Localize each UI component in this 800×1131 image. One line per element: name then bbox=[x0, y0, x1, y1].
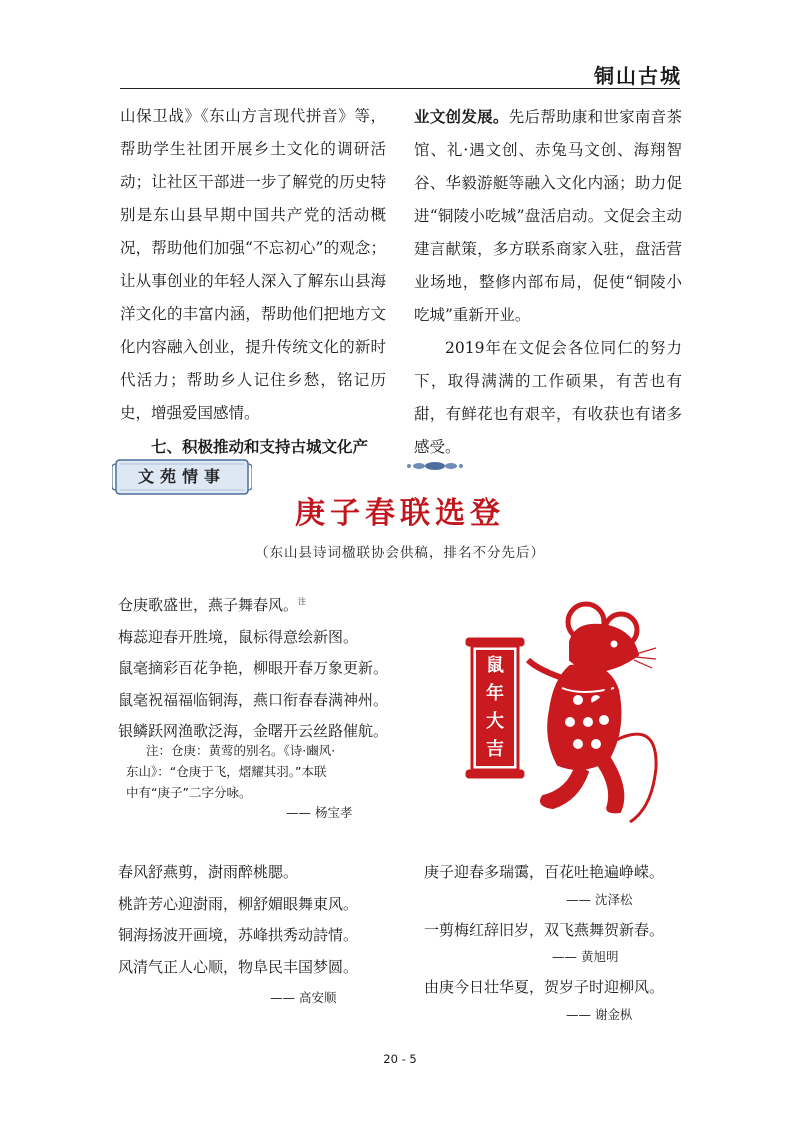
footnote-line: 注：仓庚：黄莺的别名。《诗·豳风· bbox=[146, 743, 336, 758]
couplet-line: 春风舒燕剪，澍雨醉桃腮。 bbox=[118, 863, 299, 881]
right-paragraph-1 bbox=[414, 100, 682, 332]
footnote-line: 东山》：“仓庚于飞，熠耀其羽。”本联 bbox=[126, 764, 327, 779]
banner-char: 大 bbox=[486, 711, 504, 732]
right-paragraph-1-bold: 业文创发展。 bbox=[414, 107, 509, 126]
banner-char: 鼠 bbox=[486, 655, 504, 676]
header-rule bbox=[120, 88, 680, 89]
author-gao: —— 高安顺 bbox=[270, 990, 337, 1005]
left-paragraph-1: 山保卫战》《东山方言现代拼音》等，帮助学生社团开展乡土文化的调研活动；让社区干部进一步了解党的历史特别是东山县早期中国共产党的活动概况，帮助他们加强“不忘初心”的观念；让从事创业的年轻人深入了解东山县海洋文化的丰富内涵，帮助他们把地方文化内容融入创业，提升传统文化的新时代活力；帮助乡人记住乡愁，铭记历史，增强爱国感情。 bbox=[120, 107, 386, 422]
couplet-line: 银鳞跃网渔歌泛海，金曙开云丝路催航。 bbox=[118, 722, 389, 740]
poem-subtitle: （东山县诗词楹联协会供稿，排名不分先后） bbox=[255, 545, 545, 561]
page-header-title: 铜山古城 bbox=[594, 64, 682, 88]
right-paragraph-2: 2019年在文促会各位同仁的努力下，取得满满的工作硕果，有苦也有甜，有鲜花也有艰辛，有收获也有诸多感受。 bbox=[414, 339, 682, 456]
right-paragraph-1-text: 先后帮助康和世家南音茶馆、礼·遇文创、赤兔马文创、海翔智谷、华毅游艇等融入文化内涵；助力促进“铜陵小吃城”盘活启动。文促会主动建言献策，多方联系商家入驻，盘活营业场地，整修内部布局，促使“铜陵小吃城”重新开业。 bbox=[414, 108, 682, 324]
couplet-line: 庚子迎春多瑞霭，百花吐艳遍峥嵘。 bbox=[424, 863, 665, 881]
couplet-line: 梅蕊迎春开胜境，鼠标得意绘新图。 bbox=[118, 627, 359, 646]
couplet-line-text: 仓庚歌盛世，燕子舞春风。 bbox=[118, 596, 299, 614]
banner-char: 年 bbox=[486, 683, 504, 704]
footnote-line: 中有“庚子”二字分咏。 bbox=[126, 785, 252, 800]
couplet-line: 桃許芳心迎澍雨，柳舒媚眼舞東风。 bbox=[118, 894, 359, 913]
section-tag-label: 文苑情事 bbox=[137, 467, 226, 486]
author-xie: —— 谢金枞 bbox=[566, 1006, 633, 1022]
right-column bbox=[414, 100, 682, 464]
author-huang: —— 黄旭明 bbox=[552, 949, 619, 964]
couplet-line: 铜海扬波开画境，苏峰拱秀动詩情。 bbox=[118, 926, 359, 944]
couplet-line: 风清气正人心顺，物阜民丰国梦圆。 bbox=[118, 957, 359, 976]
couplet-line: 鼠毫摘彩百花争艳，柳眼开春万象更新。 bbox=[118, 659, 389, 677]
poem-title: 庚子春联选登 bbox=[295, 496, 505, 531]
page-number: 20 - 5 bbox=[383, 1052, 417, 1066]
footnote-mark: 注 bbox=[298, 597, 307, 606]
banner-char: 吉 bbox=[486, 739, 504, 760]
left-column bbox=[120, 100, 386, 463]
couplets-group-1 bbox=[118, 590, 438, 748]
author-yang: —— 杨宝孝 bbox=[286, 805, 353, 820]
couplet-line: 一剪梅红辞旧岁，双飞燕舞贺新春。 bbox=[424, 920, 665, 939]
couplet-line: 由庚今日壮华夏，贺岁子时迎柳风。 bbox=[424, 978, 665, 996]
papercut-banner-text bbox=[476, 652, 514, 764]
ornament-divider bbox=[305, 458, 565, 474]
author-shen: —— 沈泽松 bbox=[566, 891, 633, 907]
couplet-line bbox=[118, 590, 438, 622]
left-paragraph-2-heading: 七、积极推动和支持古城文化产 bbox=[151, 437, 369, 456]
couplets-group-2 bbox=[118, 857, 408, 983]
couplets-group-3 bbox=[424, 857, 714, 1026]
footnote bbox=[120, 740, 380, 803]
couplet-line: 鼠毫祝福福临铜海，燕口衔春春满神州。 bbox=[118, 690, 389, 709]
